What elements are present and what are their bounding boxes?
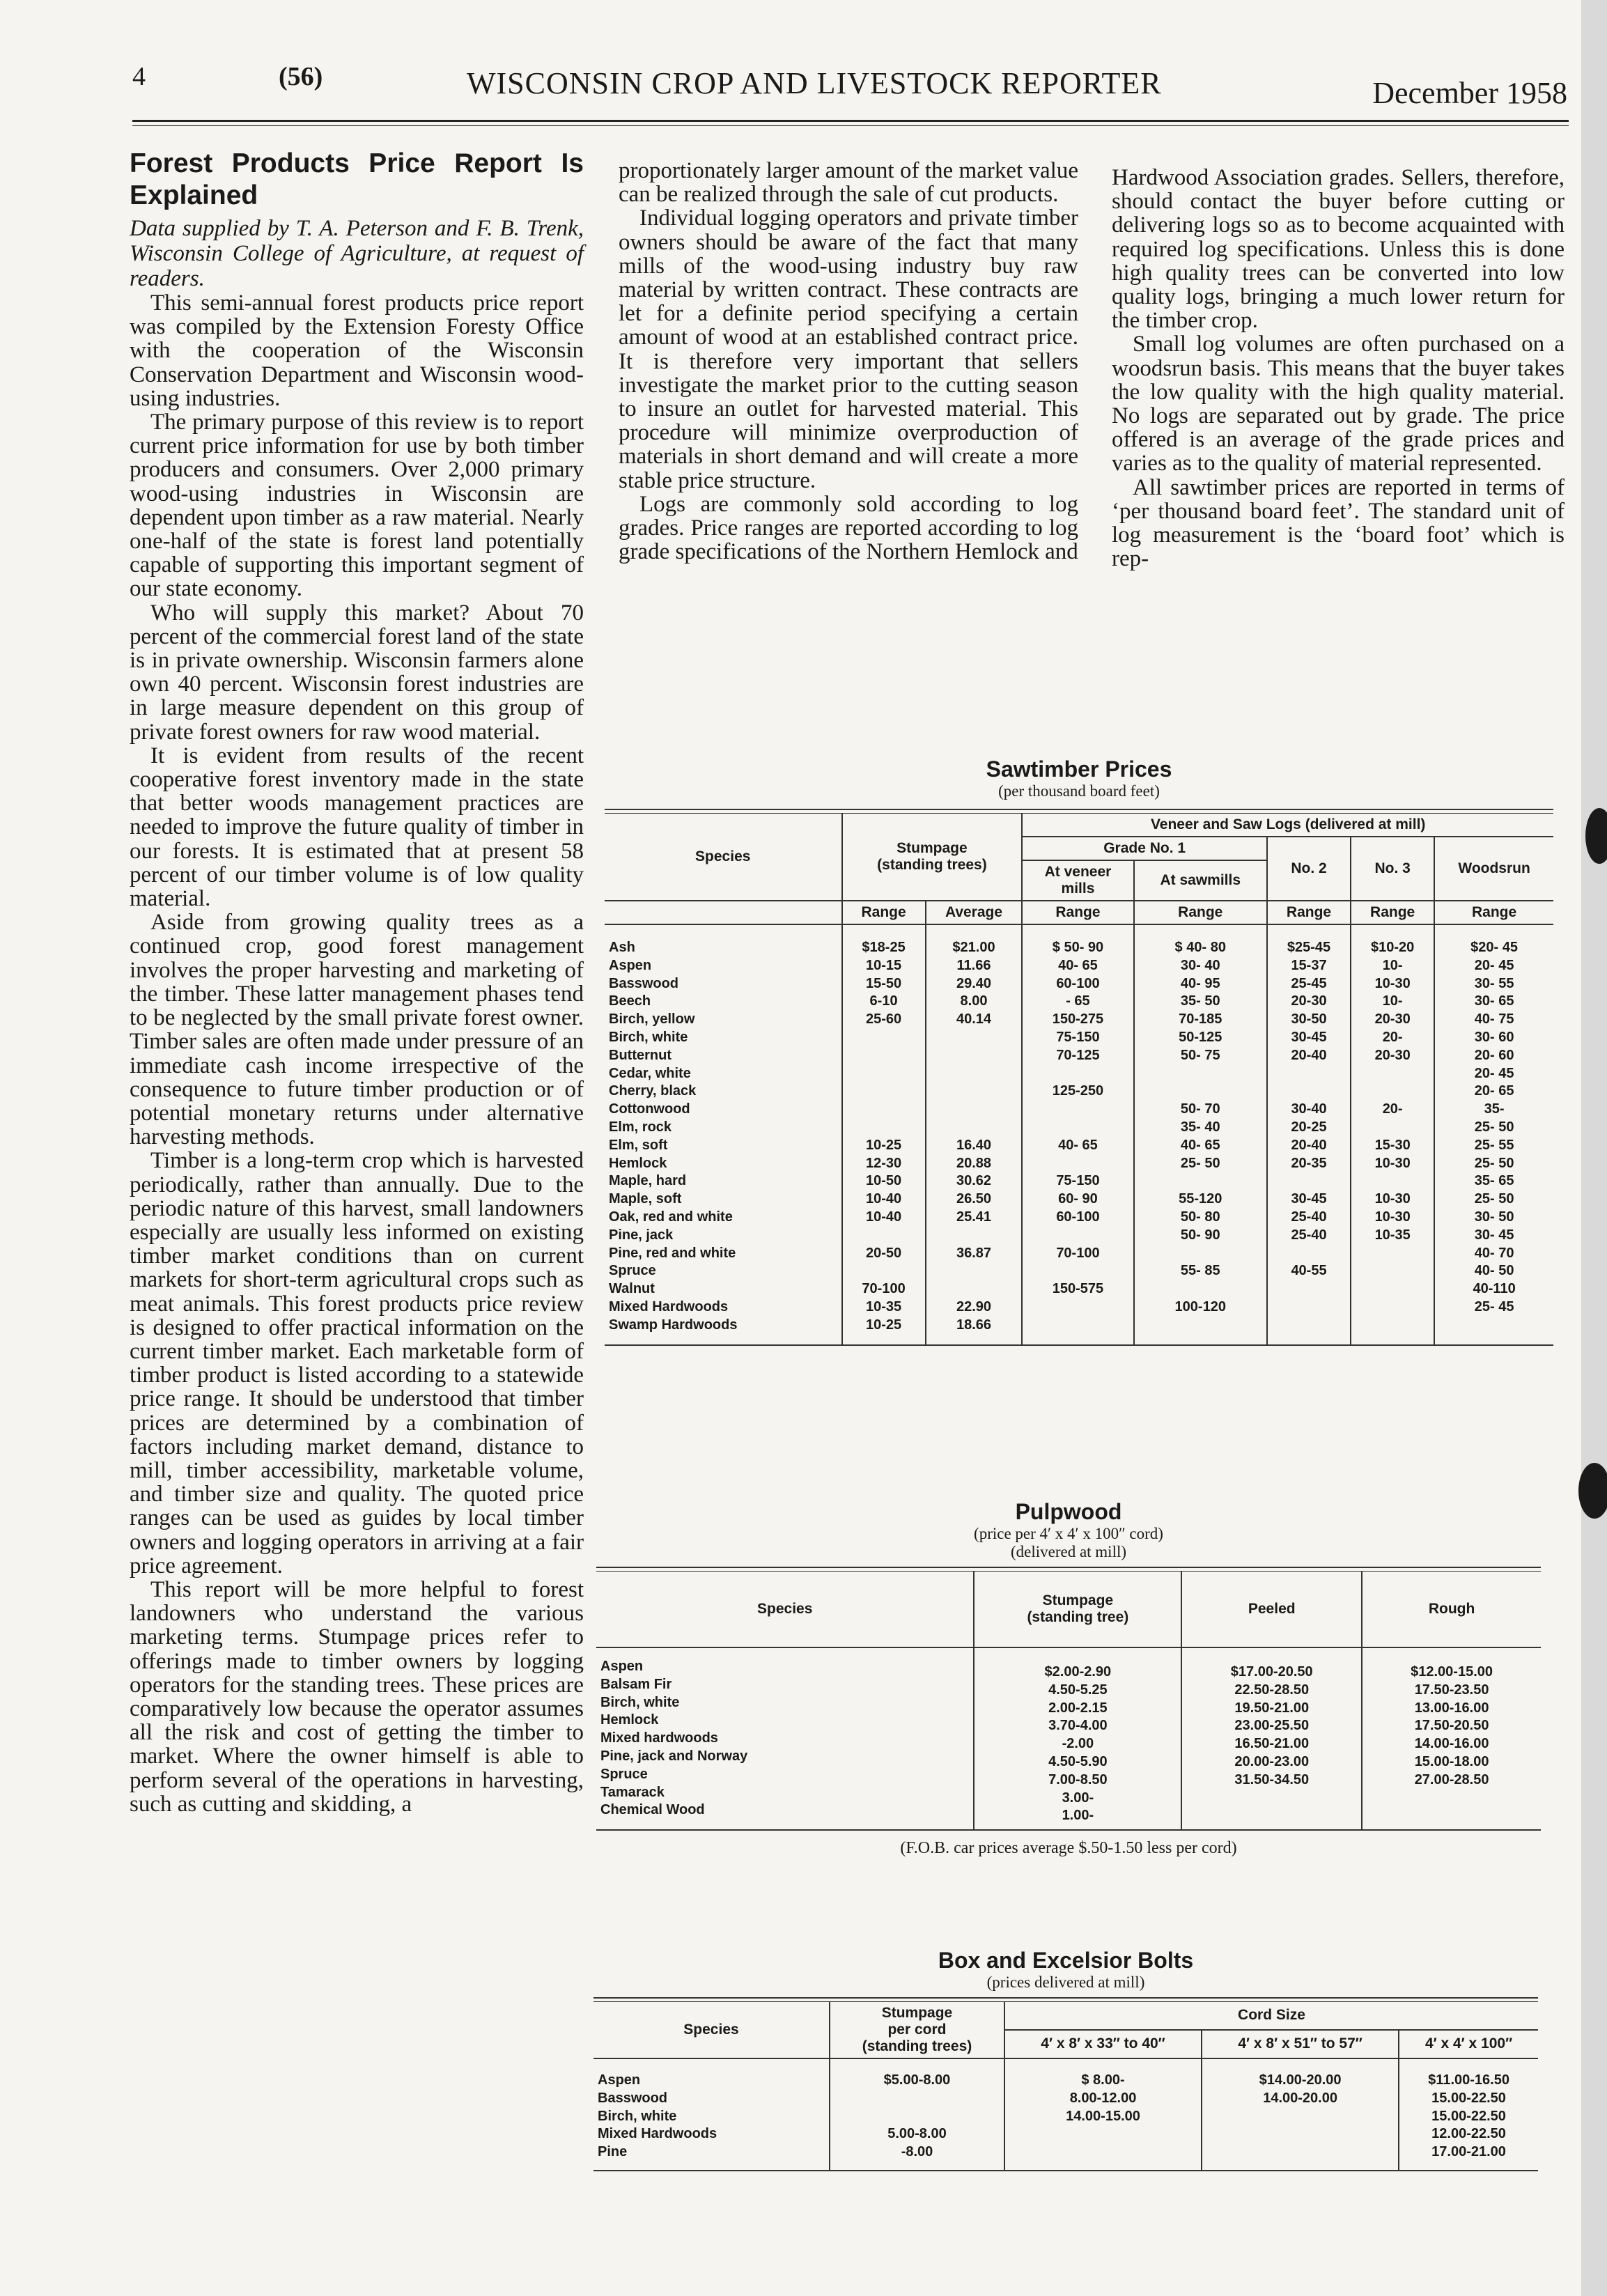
pulpwood-table <box>596 1499 1541 1858</box>
cord-1-list: $ 8.00- 8.00-12.00 14.00-15.00 <box>1066 2072 1140 2124</box>
paragraph: The primary purpose of this review is to report current price information for use by both timber producers and consumers. Over 2,000 primary wood-using industries in Wisconsin are dependent upon timber as a raw material. Nearly one-half of the state is forest land potentially capable of supporting this important segment of our state economy. <box>130 410 584 602</box>
col-cord-2: 4′ x 8′ x 51″ to 57″ <box>1202 2030 1399 2058</box>
paragraph: Timber is a long-term crop which is harvested periodically, rather than annually. Due to the periodic nature of this harvest, small landowners especially are usually less informed on existing timber market conditions than on current markets for short-term agricultural crops such as meat animals. This forest products price review is designed to offer practical information on the current timber market. Each marketable form of timber product is listed according to a statewide price range. It should be understood that timber prices are determined by a combination of factors including market demand, distance to mill, timber accessibility, marketable volume, and timber size and quality. The quoted price ranges can be used as guides by local timber owners and logging operators in arriving at a fair price agreement. <box>130 1148 584 1578</box>
no3-range-list: $10-20 10- 10-30 10- 20-30 20- 20-30 20- 15-30 10-30 10-30 10-30 10-35 <box>1371 940 1415 1243</box>
col-rough: Rough <box>1362 1572 1541 1647</box>
pulpwood-grid <box>596 1572 1541 1829</box>
paragraph: Hardwood Association grades. Sellers, therefore, should contact the buyer before cutting or delivering logs so as to become acquainted with required log specifications. Unless this is done high quality trees can be converted into low quality logs, bringing a much lower return for the timber crop. <box>1112 165 1565 334</box>
sawmill-range-list: $ 40- 80 30- 40 40- 95 35- 50 70-185 50-125 50- 75 50- 70 35- 40 40- 65 25- 50 55-120 50- 80 50- 90 55- 85 100-120 <box>1174 940 1226 1314</box>
stumpage-list: $2.00-2.90 4.50-5.25 2.00-2.15 3.70-4.00 -2.00 4.50-5.90 7.00-8.50 3.00- 1.00- <box>1044 1664 1112 1824</box>
table-rule <box>596 1567 1541 1572</box>
col-cord-1: 4′ x 8′ x 33″ to 40″ <box>1004 2030 1202 2058</box>
col-stumpage: Stumpage (standing trees) <box>842 814 1023 901</box>
binder-hole <box>1578 1463 1607 1519</box>
paragraph: Logs are commonly sold according to log grades. Price ranges are reported according to log grade specifications of the Northern Hemlock and <box>619 491 1078 565</box>
species-list: Aspen Balsam Fir Birch, white Hemlock Mixed hardwoods Pine, jack and Norway Spruce Tamarack Chemical Wood <box>600 1659 748 1818</box>
article-column-3 <box>1112 166 1565 571</box>
bolts-grid <box>593 2002 1538 2170</box>
col-no2: No. 2 <box>1267 837 1351 901</box>
no3-range-header: Range <box>1351 901 1434 924</box>
woodsrun-range-list: $20- 45 20- 45 30- 55 30- 65 40- 75 30- 60 20- 60 20- 45 20- 65 35- 25- 50 25- 55 25- 50 35- 65 25- 50 30- 50 30- 45 40- 70 40- 50 40-110 25- 45 <box>1470 940 1519 1314</box>
no2-range-header: Range <box>1267 901 1351 924</box>
species-list: Aspen Basswood Birch, white Mixed Hardwoods Pine <box>598 2072 717 2160</box>
woodsrun-range-header: Range <box>1434 901 1553 924</box>
veneer-range-list: $ 50- 90 40- 65 60-100 - 65 150-275 75-150 70-125 125-250 40- 65 75-150 60- 90 60-100 70-100 150-575 <box>1052 940 1104 1297</box>
header-rule <box>132 120 1569 122</box>
paragraph: Individual logging operators and private timber owners should be aware of the fact that many mills of the wood-using industry buy raw material by written contract. These contracts are let for a definite period specifying a certain amount of wood at an established contract price. It is therefore very important that sellers investigate the market prior to the cutting season to insure an outlet for harvested material. This procedure will minimize overproduction of materials in short demand and will create a more stable price structure. <box>619 205 1078 493</box>
bolts-subtitle: (prices delivered at mill) <box>986 1973 1145 1991</box>
sawtimber-grid <box>605 814 1553 1344</box>
rough-list: $12.00-15.00 17.50-23.50 13.00-16.00 17.50-20.50 14.00-16.00 15.00-18.00 27.00-28.50 <box>1411 1664 1493 1787</box>
paragraph: Who will supply this market? About 70 percent of the commercial forest land of the state is in private ownership. Wisconsin farmers alone own 40 percent. Wisconsin forest industries are in large measure dependent on this group of private forest owners for raw wood material. <box>130 600 584 745</box>
species-list: Ash Aspen Basswood Beech Birch, yellow Birch, white Butternut Cedar, white Cherry, black Cottonwood Elm, rock Elm, soft Hemlock Maple, hard Maple, soft Oak, red and white Pine, jack Pine, red and white Spruce Walnut Mixed Hardwoods Swamp Hardwoods <box>609 940 738 1333</box>
article-column-1 <box>130 148 584 1816</box>
col-woodsrun: Woodsrun <box>1434 837 1553 901</box>
article-column-2 <box>619 159 1078 564</box>
table-bottom-rule <box>605 1344 1553 1346</box>
table-bottom-rule <box>593 2170 1538 2171</box>
col-stumpage: Stumpage per cord (standing trees) <box>830 2002 1004 2058</box>
col-stumpage: Stumpage (standing tree) <box>974 1572 1181 1647</box>
peeled-list: $17.00-20.50 22.50-28.50 19.50-21.00 23.00-25.50 16.50-21.00 20.00-23.00 31.50-34.50 <box>1230 1664 1313 1787</box>
paragraph: This semi-annual forest products price report was compiled by the Extension Foresty Office with the cooperation of the Wisconsin Conservation Department and Wisconsin wood-using industries. <box>130 290 584 411</box>
pulpwood-subtitle-2: (delivered at mill) <box>1010 1543 1127 1560</box>
page-number: 4 <box>132 62 146 91</box>
col-cord-3: 4′ x 4′ x 100″ <box>1399 2030 1538 2058</box>
pulpwood-note: (F.O.B. car prices average $.50-1.50 less per cord) <box>900 1839 1237 1858</box>
sawtimber-table <box>605 757 1553 1346</box>
paragraph: proportionately larger amount of the market value can be realized through the sale of cut products. <box>619 158 1078 208</box>
cord-2-list: $14.00-20.00 14.00-20.00 <box>1259 2072 1342 2106</box>
table-rule <box>605 809 1553 814</box>
article-byline: Data supplied by T. A. Peterson and F. B. Trenk, Wisconsin College of Agriculture, at request of readers. <box>130 216 584 291</box>
bolts-table <box>593 1948 1538 2171</box>
stumpage-range-header: Range <box>842 901 926 924</box>
paragraph: Small log volumes are often purchased on a woodsrun basis. This means that the buyer takes the low quality with the high quality material. No logs are separated out by grade. The price offered is an average of the grade prices and varies as to the quality of material represented. <box>1112 332 1565 476</box>
col-cord-size: Cord Size <box>1004 2002 1538 2030</box>
bolts-title: Box and Excelsior Bolts <box>938 1948 1194 1973</box>
col-species: Species <box>596 1572 974 1647</box>
article-headline: Forest Products Price Report Is Explained <box>130 148 584 210</box>
publication-title: WISCONSIN CROP AND LIVESTOCK REPORTER <box>467 66 1162 100</box>
issue-number: (56) <box>279 62 323 91</box>
col-species: Species <box>593 2002 830 2058</box>
paragraph: This report will be more helpful to forest landowners who understand the various marketing terms. Stumpage prices refer to offerings made to timber owners by logging operators for the standing trees. These prices are comparatively low because the operator assumes all the risk and cost of getting the timber to market. Where the owner himself is able to perform several of the operations in harvesting, such as cutting and skidding, a <box>130 1576 584 1817</box>
blank-header <box>605 901 842 924</box>
page-header <box>132 61 1567 110</box>
cord-3-list: $11.00-16.50 15.00-22.50 15.00-22.50 12.00-22.50 17.00-21.00 <box>1428 2072 1509 2160</box>
stumpage-range-list: $18-25 10-15 15-50 6-10 25-60 10-25 12-30 10-50 10-40 10-40 20-50 70-100 10-35 10-25 <box>862 940 906 1333</box>
col-veneer-mills: At veneer mills <box>1022 860 1133 901</box>
table-rule <box>593 1997 1538 2002</box>
paragraph: Aside from growing quality trees as a continued crop, good forest management involves the proper harvesting and marketing of the timber. These latter management phases tend to be neglected by the small private forest owner. Timber sales are often made under pressure of an immediate cash income irrespective of the consequence to future timber production or of potential monetary returns under alternative harvesting methods. <box>130 910 584 1150</box>
paragraph: All sawtimber prices are reported in terms of ‘per thousand board feet’. The standard unit of log measurement is the ‘board foot’ which is rep- <box>1112 474 1565 572</box>
col-species: Species <box>605 814 842 901</box>
col-peeled: Peeled <box>1181 1572 1362 1647</box>
col-no3: No. 3 <box>1351 837 1434 901</box>
stumpage-average-list: $21.00 11.66 29.40 8.00 40.14 16.40 20.88 30.62 26.50 25.41 36.87 22.90 18.66 <box>952 940 995 1333</box>
no2-range-list: $25-45 15-37 25-45 20-30 30-50 30-45 20-40 30-40 20-25 20-40 20-35 30-45 25-40 25-40 40-55 <box>1287 940 1331 1279</box>
issue-date: December 1958 <box>1372 76 1567 110</box>
col-sawmills: At sawmills <box>1134 860 1267 901</box>
pulpwood-subtitle-1: (price per 4′ x 4′ x 100″ cord) <box>974 1525 1163 1542</box>
paragraph: It is evident from results of the recent cooperative forest inventory made in the state that better woods management practices are needed to improve the future quality of timber in our forests. It is estimated that at present 58 percent of our timber volume is of low quality material. <box>130 743 584 912</box>
header-rule-thin <box>132 125 1569 126</box>
table-bottom-rule <box>596 1829 1541 1831</box>
col-grade1: Grade No. 1 <box>1022 837 1267 860</box>
veneer-range-header: Range <box>1022 901 1133 924</box>
binder-hole <box>1585 808 1607 864</box>
col-veneer-saw: Veneer and Saw Logs (delivered at mill) <box>1022 814 1553 837</box>
sawmill-range-header: Range <box>1134 901 1267 924</box>
sawtimber-title: Sawtimber Prices <box>986 757 1172 782</box>
pulpwood-title: Pulpwood <box>1015 1499 1122 1524</box>
stumpage-average-header: Average <box>926 901 1023 924</box>
sawtimber-subtitle: (per thousand board feet) <box>998 782 1160 800</box>
stumpage-list: $5.00-8.00 5.00-8.00 -8.00 <box>883 2072 951 2160</box>
